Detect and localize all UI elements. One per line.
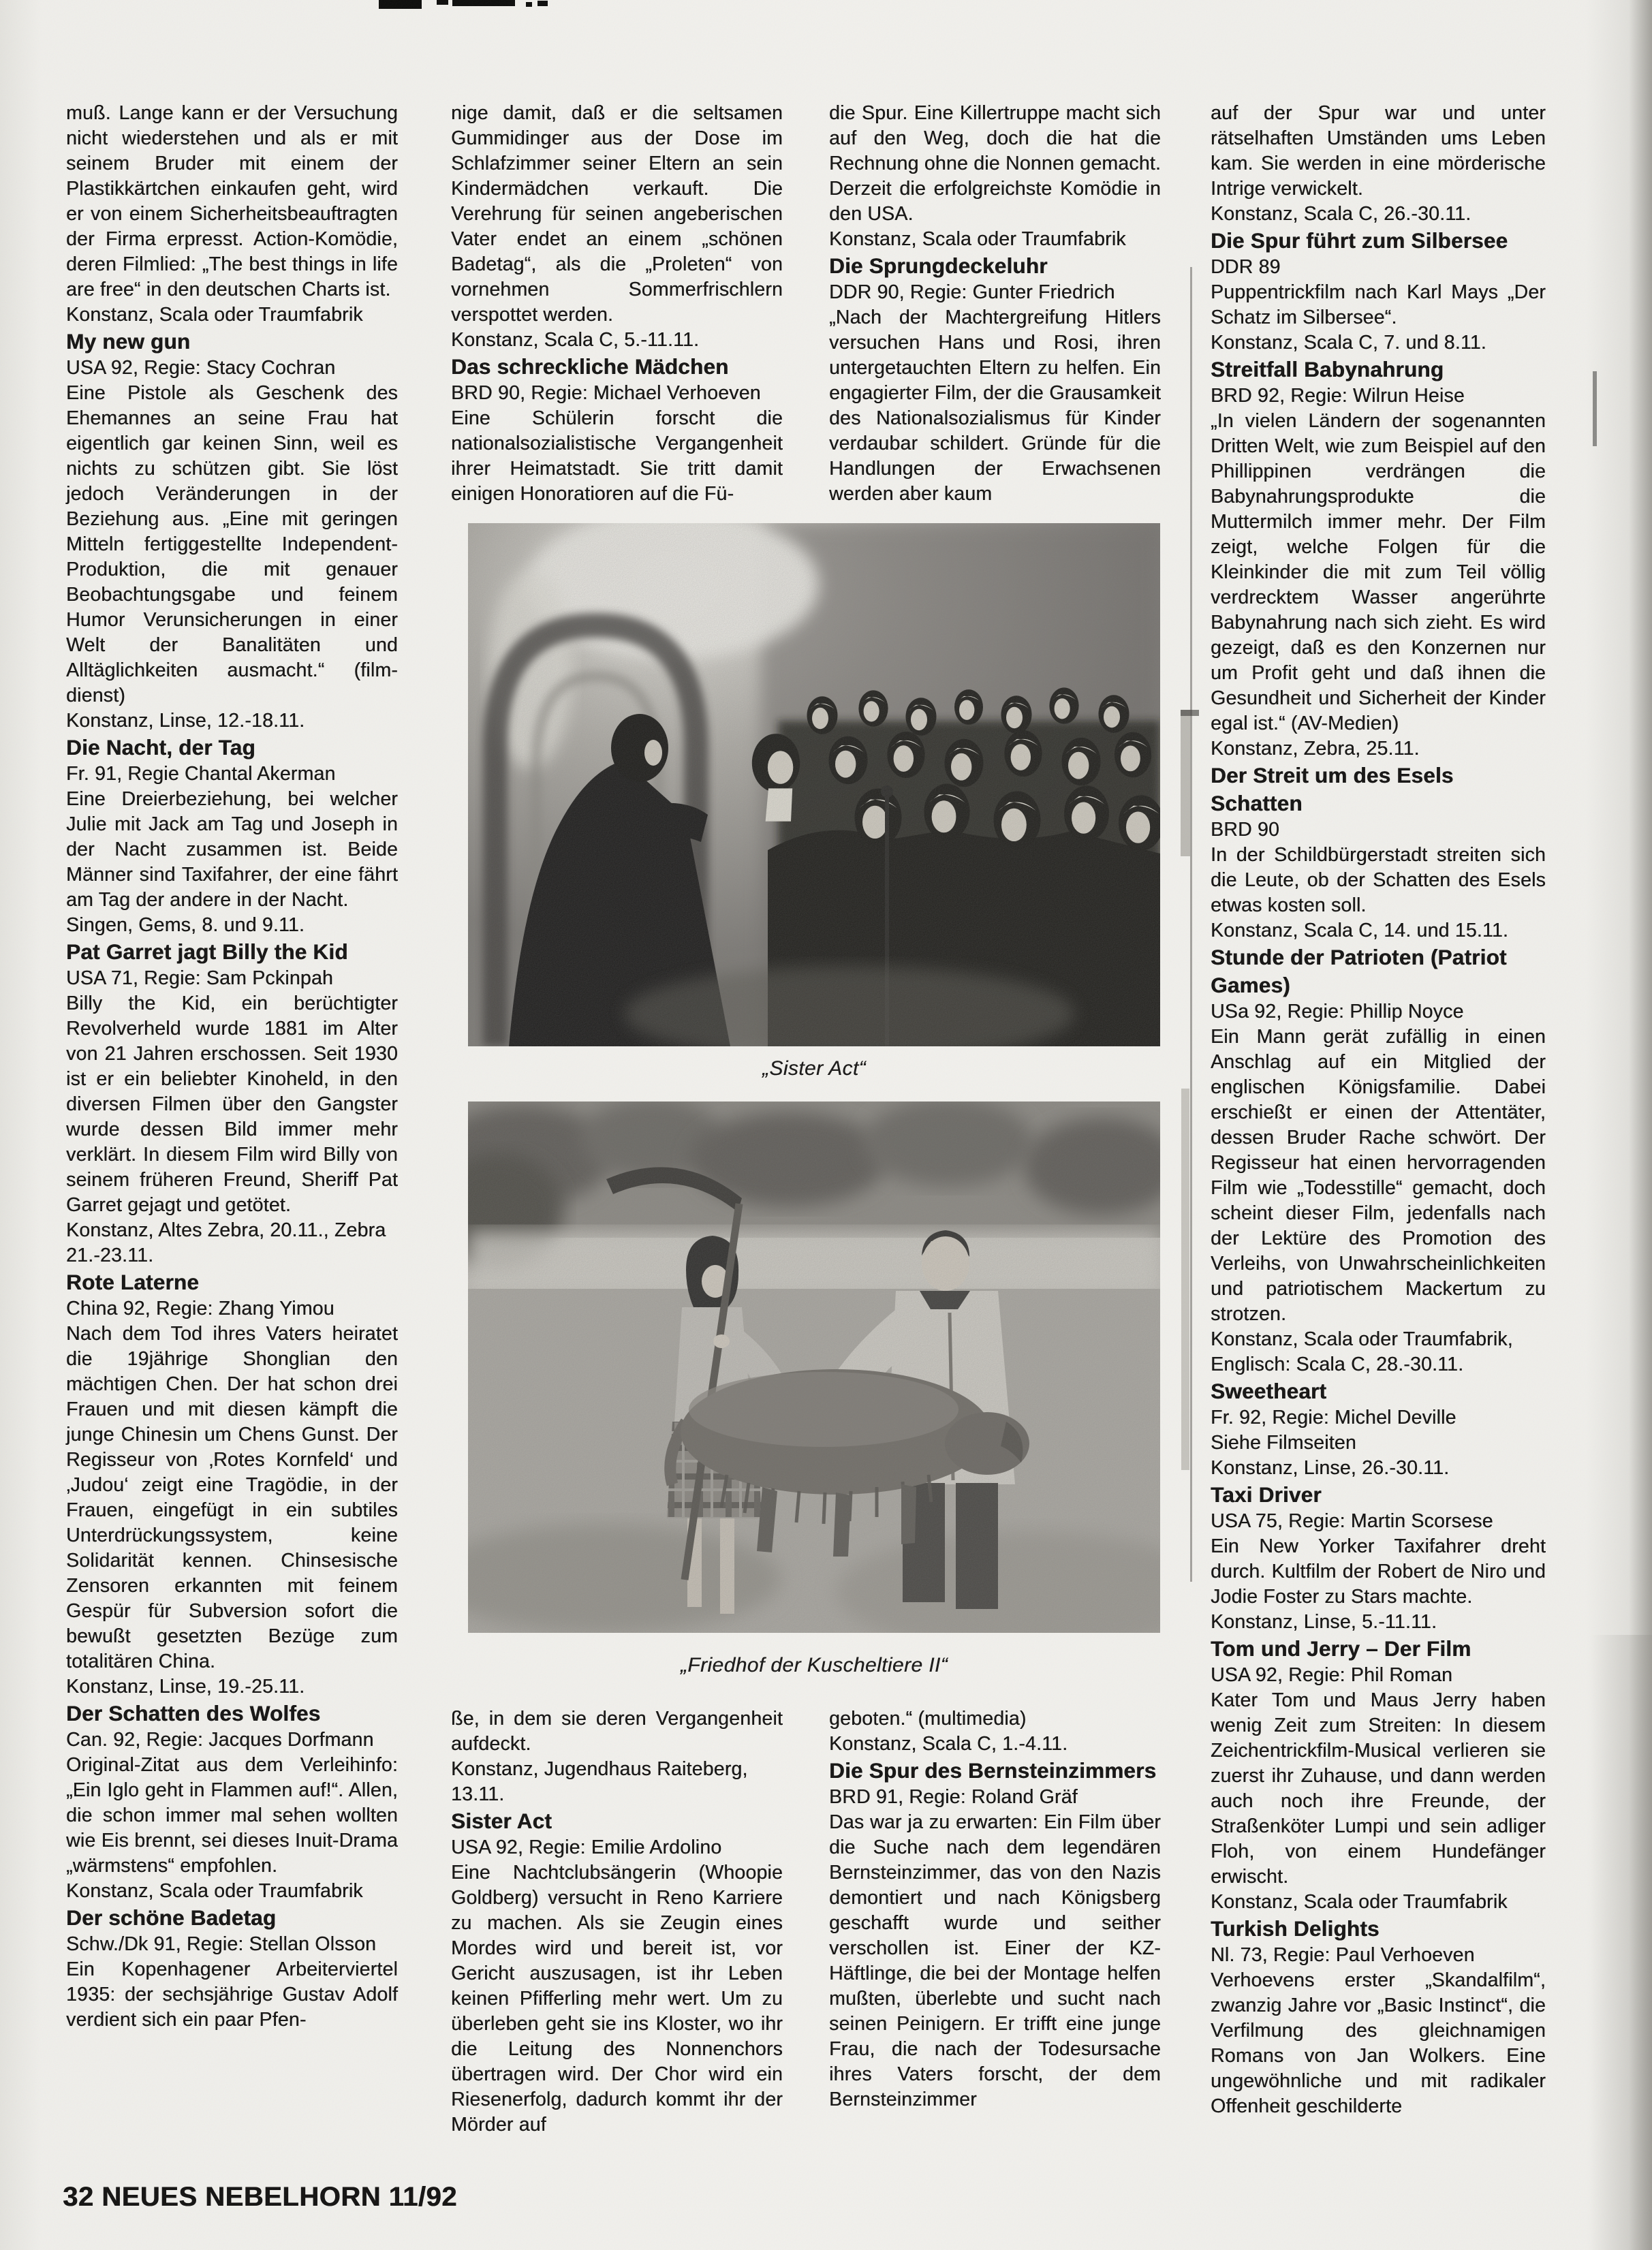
film-credit: Nl. 73, Regie: Paul Verhoeven xyxy=(1211,1944,1475,1966)
text-column-1 xyxy=(66,101,398,2033)
film-description: die Spur. Eine Killertruppe macht sich auf den Weg, doch die hat die Rechnung ohne die Nonnen gemacht. Derzeit die erfolgreichste Komödie in den USA. xyxy=(829,102,1161,225)
text-column-4 xyxy=(1211,101,1546,2119)
scan-fold-smudge xyxy=(1181,710,1199,716)
scan-artifact xyxy=(526,2,532,7)
film-description: nige damit, daß er die seltsamen Gummidinger aus der Dose im Schlafzimmer seiner Eltern an sein Kindermädchen verkauft. Die Verehrung für seinen angeberischen Vater endet an einem „schönen Badetag“, als die „Proleten“ von vornehmen Sommerfrischlern verspottet werden. xyxy=(451,102,783,326)
film-description: Nach dem Tod ihres Vaters heiratet die 19jährige Shonglian den mächtigen Chen. Der hat schon drei Frauen und mit diesen kämpft die junge Chinesin um Chens Gunst. Der Regisseur von ‚Rotes Kornfeld‘ und ‚Judou‘ zeigt eine Tragödie, in der Frauen, eingefügt in ein subtiles Unterdrückungssystem, keine Solidarität kennen. Chinsesische Zensoren erkannten mit feinem Gespür für Subversion sofort die bewußt gesetzten Bezüge zum totalitären China. xyxy=(66,1323,398,1672)
film-description: Puppentrickfilm nach Karl Mays „Der Schatz im Silbersee“. xyxy=(1211,281,1546,328)
film-description: Verhoevens erster „Skandalfilm“, zwanzig Jahre vor „Basic Instinct“, die Verfilmung des gleichnamigen Romans von Jan Wolkers. Eine ungewöhnliche und mit radikaler Offenheit geschilderte xyxy=(1211,1969,1546,2117)
venue-line: Konstanz, Scala oder Traumfabrik xyxy=(1211,1891,1508,1913)
scan-fold-smudge xyxy=(1181,710,1190,856)
text-column-3-top xyxy=(829,101,1161,523)
scan-artifact xyxy=(1593,371,1597,446)
film-title: Rote Laterne xyxy=(66,1270,199,1294)
venue-line: Konstanz, Jugendhaus Raiteberg, 13.11. xyxy=(451,1758,748,1805)
film-description: auf der Spur war und unter rätselhaften Umständen ums Leben kam. Sie werden in eine mörderische Intrige verwickelt. xyxy=(1211,102,1546,200)
film-credit: BRD 91, Regie: Roland Gräf xyxy=(829,1786,1078,1808)
film-credit: USA 75, Regie: Martin Scorsese xyxy=(1211,1510,1493,1532)
film-description: Eine Schülerin forscht die nationalsozialistische Vergangenheit ihrer Heimatstadt. Sie tritt damit einigen Honoratioren auf die Fü- xyxy=(451,407,783,505)
film-title: My new gun xyxy=(66,329,191,354)
scan-artifact xyxy=(452,0,515,6)
scan-fold-line xyxy=(1190,267,1192,1582)
venue-line: Konstanz, Scala oder Traumfabrik xyxy=(66,304,363,326)
photo-caption-sister-act: „Sister Act“ xyxy=(762,1057,867,1080)
film-credit: BRD 90 xyxy=(1211,819,1279,841)
film-credit: DDR 89 xyxy=(1211,256,1281,278)
text-column-3-bottom xyxy=(829,1706,1161,2112)
film-credit: USA 92, Regie: Phil Roman xyxy=(1211,1664,1453,1686)
film-credit: BRD 90, Regie: Michael Verhoeven xyxy=(451,382,761,404)
page-edge-shadow xyxy=(1591,1635,1652,2250)
venue-line: Singen, Gems, 8. und 9.11. xyxy=(66,914,305,936)
scan-artifact xyxy=(437,0,448,5)
friedhof-der-kuscheltiere-photo xyxy=(468,1101,1160,1633)
venue-line: Konstanz, Linse, 26.-30.11. xyxy=(1211,1457,1450,1479)
venue-line: Konstanz, Scala oder Traumfabrik xyxy=(66,1880,363,1902)
film-title: Sister Act xyxy=(451,1809,552,1833)
venue-line: Konstanz, Linse, 5.-11.11. xyxy=(1211,1611,1437,1633)
venue-line: Konstanz, Scala oder Traumfabrik, Englisch: Scala C, 28.-30.11. xyxy=(1211,1328,1513,1375)
venue-line: Konstanz, Scala C, 1.-4.11. xyxy=(829,1733,1068,1755)
film-description: In der Schildbürgerstadt streiten sich die Leute, ob der Schatten des Esels etwas kosten soll. xyxy=(1211,844,1546,916)
film-title: Die Spur führt zum Silbersee xyxy=(1211,228,1508,253)
scan-artifact xyxy=(537,1,548,6)
film-title: Pat Garret jagt Billy the Kid xyxy=(66,939,348,964)
film-title: Das schreckliche Mädchen xyxy=(451,354,729,379)
scan-artifact xyxy=(379,0,422,9)
film-description: „Nach der Machtergreifung Hitlers versuchen Hans und Rosi, ihren untergetauchten Eltern zu helfen. Ein engagierter Film, der die Grausamkeit des Nationalsozialismus für Kinder verdaubar schildert. Gründe für die Handlungen der Erwachsenen werden aber kaum xyxy=(829,307,1161,505)
film-credit: BRD 92, Regie: Wilrun Heise xyxy=(1211,385,1465,407)
film-description: Ein Mann gerät zufällig in einen Anschlag auf ein Mitglied der englischen Königsfamilie. Dabei erschießt er einen der Attentäter, dessen Bruder Rache schwört. Der Regisseur hat einen hervorragenden Film wie „Todesstille“ gemacht, doch scheint dieser Film, jedenfalls nach der Lektüre des Promotion des Verleihs, von Unwahrscheinlichkeiten und patriotischem Mackertum zu strotzen. xyxy=(1211,1026,1546,1325)
venue-line: Konstanz, Linse, 19.-25.11. xyxy=(66,1676,305,1698)
film-title: Sweetheart xyxy=(1211,1379,1327,1403)
film-credit: Fr. 91, Regie Chantal Akerman xyxy=(66,763,336,785)
film-title: Stunde der Patrioten (Patriot Games) xyxy=(1211,945,1507,997)
film-description: Kater Tom und Maus Jerry haben wenig Zeit zum Streiten: In diesem Zeichentrickfilm-Musical verlieren sie zuerst ihr Zuhause, und dann werden auch noch ihre Freunde, der Straßenköter Lumpi und sein adliger Floh, von einem Hundefänger erwischt. xyxy=(1211,1689,1546,1888)
film-description: Das war ja zu erwarten: Ein Film über die Suche nach dem legendären Bernsteinzimmer, das von den Nazis demontiert und nach Königsberg geschafft wurde und seither verschollen ist. Einer der KZ-Häftlinge, die bei der Montage helfen mußten, überlebte und sucht nach seinen Peinigern. Er trifft eine junge Frau, die nach der Todesursache ihres Vaters forscht, der dem Bernsteinzimmer xyxy=(829,1811,1161,2110)
film-description: Ein New Yorker Taxifahrer dreht durch. Kultfilm der Robert de Niro und Jodie Foster zu Stars machte. xyxy=(1211,1535,1546,1608)
film-title: Taxi Driver xyxy=(1211,1482,1322,1507)
page-footer: 32 NEUES NEBELHORN 11/92 xyxy=(63,2182,457,2212)
text-column-2-top xyxy=(451,101,783,523)
film-description: Original-Zitat aus dem Verleihinfo: „Ein Iglo geht in Flammen auf!“. Allen, die schon immer mal sehen wollten wie Eis brennt, sei dieses Inuit-Drama „wärmstens“ empfohlen. xyxy=(66,1754,398,1877)
film-credit: Schw./Dk 91, Regie: Stellan Olsson xyxy=(66,1933,377,1955)
film-credit: DDR 90, Regie: Gunter Friedrich xyxy=(829,281,1115,303)
film-description: Eine Dreierbeziehung, bei welcher Julie mit Jack am Tag und Joseph in der Nacht zusammen ist. Beide Männer sind Taxifahrer, der eine fährt am Tag der andere in der Nacht. xyxy=(66,788,398,911)
film-title: Turkish Delights xyxy=(1211,1916,1380,1941)
sister-act-photo xyxy=(468,523,1160,1046)
film-description: geboten.“ (multimedia) xyxy=(829,1708,1027,1730)
film-credit: USA 71, Regie: Sam Pckinpah xyxy=(66,967,333,989)
film-title: Die Sprungdeckeluhr xyxy=(829,253,1048,278)
venue-line: Konstanz, Scala C, 5.-11.11. xyxy=(451,329,700,351)
film-description: muß. Lange kann er der Versuchung nicht wiederstehen und als er mit seinem Bruder mit einem der Plastikkärtchen einkaufen geht, wird er von einem Sicherheitsbeauftragten der Firma erpresst. Action-Komödie, deren Filmlied: „The best things in life are free“ in den deutschen Charts ist. xyxy=(66,102,398,300)
film-description: Eine Pistole als Geschenk des Ehemannes an seine Frau hat eigentlich gar keinen Sinn, weil es nichts zu schützen gibt. Sie löst jedoch Veränderungen in der Beziehung aus. „Eine mit geringen Mitteln fertiggestellte Independent-Produktion, die mit genauer Beobachtungsgabe und feinem Humor Verunsicherungen in einer Welt der Banalitäten und Alltäglichkeiten ausmacht.“ (film-dienst) xyxy=(66,382,398,706)
film-credit: Can. 92, Regie: Jacques Dorfmann xyxy=(66,1729,374,1751)
film-description: Eine Nachtclubsängerin (Whoopie Goldberg) versucht in Reno Karriere zu machen. Als sie Zeugin eines Mordes wird und bereit ist, vor Gericht auszusagen, ist ihr Leben keinen Pfifferling mehr wert. Um zu überleben geht sie ins Kloster, wo ihr die Leitung des Nonnenchors übertragen wird. Der Chor wird ein Riesenerfolg, dadurch kommt ihr der Mörder auf xyxy=(451,1862,783,2136)
venue-line: Konstanz, Scala oder Traumfabrik xyxy=(829,228,1126,250)
photo-caption-friedhof: „Friedhof der Kuscheltiere II“ xyxy=(680,1654,948,1676)
film-description: „In vielen Ländern der sogenannten Dritten Welt, wie zum Beispiel auf den Phillippinen verdrängen die Babynahrungsprodukte die Muttermilch immer mehr. Der Film zeigt, welche Folgen für die Kleinkinder die mit zum Teil völlig verdrecktem Wasser angerührte Babynahrung nach sich zieht. Es wird gezeigt, daß es den Konzernen nur um Profit geht und daß ihnen die Gesundheit und Sicherheit der Kinder egal ist.“ (AV-Medien) xyxy=(1211,410,1546,734)
scan-fold-smudge xyxy=(1181,1089,1189,1470)
film-description: Ein Kopenhagener Arbeiterviertel 1935: der sechsjährige Gustav Adolf verdient sich ein paar Pfen- xyxy=(66,1958,398,2031)
text-column-2-bottom xyxy=(451,1706,783,2138)
film-credit: USa 92, Regie: Phillip Noyce xyxy=(1211,1001,1464,1022)
film-title: Streitfall Babynahrung xyxy=(1211,357,1444,381)
film-title: Der schöne Badetag xyxy=(66,1905,277,1930)
film-credit: Fr. 92, Regie: Michel Deville xyxy=(1211,1407,1456,1428)
venue-line: Konstanz, Zebra, 25.11. xyxy=(1211,738,1420,760)
venue-line: Konstanz, Scala C, 14. und 15.11. xyxy=(1211,920,1509,941)
venue-line: Konstanz, Scala C, 7. und 8.11. xyxy=(1211,332,1486,354)
film-credit: USA 92, Regie: Emilie Ardolino xyxy=(451,1837,722,1858)
venue-line: Konstanz, Linse, 12.-18.11. xyxy=(66,710,305,732)
film-description: Siehe Filmseiten xyxy=(1211,1432,1356,1454)
venue-line: Konstanz, Altes Zebra, 20.11., Zebra 21.-23.11. xyxy=(66,1219,386,1266)
film-credit: China 92, Regie: Zhang Yimou xyxy=(66,1298,334,1319)
venue-line: Konstanz, Scala C, 26.-30.11. xyxy=(1211,203,1471,225)
film-title: Die Nacht, der Tag xyxy=(66,735,255,760)
film-title: Die Spur des Bernsteinzimmers xyxy=(829,1758,1157,1783)
film-title: Der Schatten des Wolfes xyxy=(66,1701,321,1725)
film-description: Billy the Kid, ein berüchtigter Revolverheld wurde 1881 im Alter von 21 Jahren erschossen. Seit 1930 ist er ein beliebter Kinoheld, in den diversen Filmen über den Gangster wurde dessen Bild immer mehr verklärt. In diesem Film wird Billy von seinem früheren Freund, Sheriff Pat Garret gejagt und getötet. xyxy=(66,993,398,1216)
film-credit: USA 92, Regie: Stacy Cochran xyxy=(66,357,336,379)
film-title: Tom und Jerry – Der Film xyxy=(1211,1636,1471,1661)
film-title: Der Streit um des Esels Schatten xyxy=(1211,763,1454,815)
film-description: ße, in dem sie deren Vergangenheit aufdeckt. xyxy=(451,1708,783,1755)
